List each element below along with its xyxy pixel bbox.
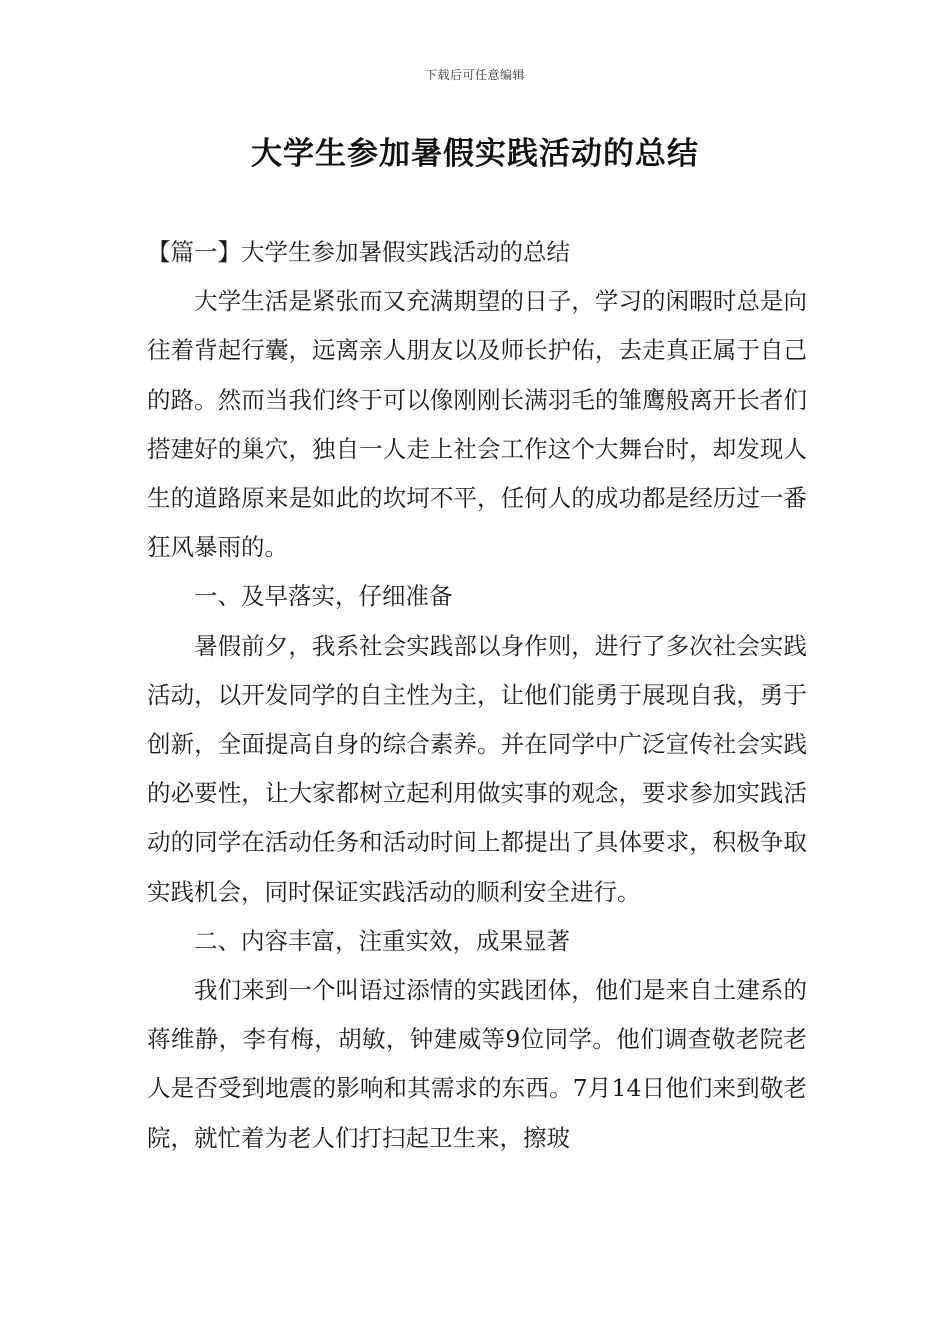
paragraph-activity: 我们来到一个叫语过添情的实践团体，他们是来自土建系的蒋维静，李有梅，胡敏，钟建威等9位同学。他们调查敬老院老人是否受到地震的影响和其需求的东西。7月14日他们来到敬老院，就忙着为老人们打扫起卫生来，擦玻	[147, 976, 807, 1152]
heading-two: 二、内容丰富，注重实效，成果显著	[194, 926, 570, 955]
document-title: 大学生参加暑假实践活动的总结	[251, 136, 699, 172]
heading-one: 一、及早落实，仔细准备	[194, 582, 453, 611]
header-note: 下载后可任意编辑	[424, 68, 525, 82]
section-title: 【篇一】大学生参加暑假实践活动的总结	[147, 238, 570, 266]
paragraph-intro: 大学生活是紧张而又充满期望的日子，学习的闲暇时总是向往着背起行囊，远离亲人朋友以及师长护佑，去走真正属于自己的路。然而当我们终于可以像刚刚长满羽毛的雏鹰般离开长者们搭建好的巢穴，独自一人走上社会工作这个大舞台时，却发现人生的道路原来是如此的坎坷不平，任何人的成功都是经历过一番狂风暴雨的。	[147, 287, 807, 562]
document-body	[147, 228, 807, 1163]
paragraph-preparation: 暑假前夕，我系社会实践部以身作则，进行了多次社会实践活动，以开发同学的自主性为主，让他们能勇于展现自我，勇于创新，全面提高自身的综合素养。并在同学中广泛宣传社会实践的必要性，让大家都树立起利用做实事的观念，要求参加实践活动的同学在活动任务和活动时间上都提出了具体要求，积极争取实践机会，同时保证实践活动的顺利安全进行。	[147, 631, 807, 906]
